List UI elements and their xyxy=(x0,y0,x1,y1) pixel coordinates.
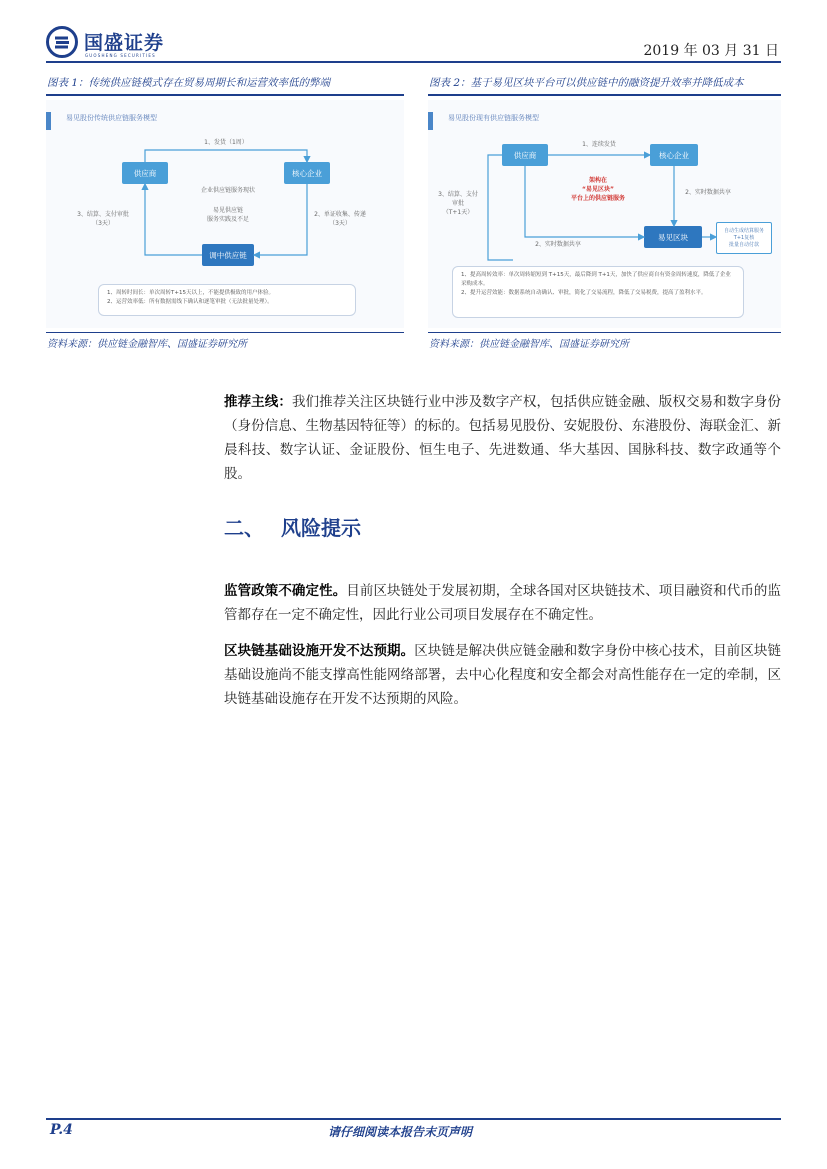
footer-divider xyxy=(46,1118,781,1120)
figure1-note-box: 1、周转时间长：单次周转T+15天以上，不能提供极致的用户体验。 2、运营效率低：所有数据需线下确认和逐笔审批（无法批量处理）。 xyxy=(98,284,356,316)
logo-subtext: GUOSHENG SECURITIES xyxy=(85,53,156,58)
figure1-source: 资料来源：供应链金融智库、国盛证券研究所 xyxy=(47,339,247,350)
section-number: 二、 xyxy=(224,516,264,540)
figure2-bottom-rule xyxy=(428,332,781,333)
figure2-side-box: 自动生成结算服务 T+1复核 批量自动付款 xyxy=(716,222,772,254)
section-title: 风险提示 xyxy=(281,516,361,540)
figure1-arrow-right-label: 2、单证收集、传递 （3天） xyxy=(314,211,366,227)
logo-emblem-icon xyxy=(46,26,78,58)
figure2-arrow-right-label: 2、实时数据共享 xyxy=(685,189,731,196)
figure2-diagram xyxy=(428,100,781,328)
logo xyxy=(46,26,176,60)
logo-text: 国盛证券 xyxy=(84,32,165,54)
figure1-center-label-2: 易见供应链 服务实践及不足 xyxy=(206,207,249,223)
recommendation-paragraph xyxy=(224,390,781,486)
figure2-core-box: 核心企业 xyxy=(650,144,698,166)
figure1-supplier-box: 供应商 xyxy=(122,162,168,184)
report-date: 2019 年 03 月 31 日 xyxy=(643,43,779,59)
figure2-title: 易见股份现有供应链服务模型 xyxy=(448,114,539,122)
risk1-label: 监管政策不确定性。 xyxy=(224,583,347,599)
risk2-label: 区块链基础设施开发不达预期。 xyxy=(224,643,415,659)
figure2-center-label: 架构在 “易见区块” 平台上的供应链服务 xyxy=(570,177,625,202)
figure2-arrow-bottom-label: 2、实时数据共享 xyxy=(535,241,581,248)
figure1-center-label-1: 企业供应链服务现状 xyxy=(200,187,255,194)
figure1-caption: 图表 1：传统供应链模式存在贸易周期长和运营效率低的弊端 xyxy=(47,77,331,89)
risk-paragraph-2 xyxy=(224,639,781,711)
footer-disclaimer: 请仔细阅读本报告末页声明 xyxy=(328,1125,473,1139)
figure2-arrow-left-label: 3、结算、支付 审批 （T+1天） xyxy=(438,191,478,216)
figure2-caption-rule xyxy=(428,94,781,96)
recommendation-text: 我们推荐关注区块链行业中涉及数字产权，包括供应链金融、版权交易和数字身份（身份信息、生物基因特征等）的标的。包括易见股份、安妮股份、东港股份、海联金汇、新晨科技、数字认证、金证股份、恒生电子、先进数通、华大基因、国脉科技、数字政通等个股。 xyxy=(224,394,781,482)
figure2-supplier-box: 供应商 xyxy=(502,144,548,166)
figure2-note-box: 1、提高周转效率：单次周转缩短到 T+15天，最后降到 T+1天，加快了供应商自有资金周转速度，降低了企业采购成本。 2、提升运营效能：数据系统自动确认、审批，简化了交易流程，降低了交易税费，提高了盈利水平。 xyxy=(452,266,744,318)
figure2-caption: 图表 2：基于易见区块平台可以供应链中的融资提升效率并降低成本 xyxy=(429,77,744,89)
figure1-title: 易见股份传统供应链服务模型 xyxy=(66,114,157,122)
figure1-bottom-rule xyxy=(46,332,404,333)
figure1-caption-rule xyxy=(46,94,404,96)
figure2-arrow-top-label: 1、连续发货 xyxy=(582,141,616,148)
figure1-chain-box: 调中供应链 xyxy=(202,244,254,266)
risk1-text: 目前区块链处于发展初期，全球各国对区块链技术、项目融资和代币的监管都存在一定不确定性，因此行业公司项目发展存在不确定性。 xyxy=(224,583,782,623)
figure2-chain-box: 易见区块 xyxy=(644,226,702,248)
figure1-core-box: 核心企业 xyxy=(284,162,330,184)
risk-paragraph-1 xyxy=(224,579,781,627)
header-divider xyxy=(46,61,781,63)
figure1-diagram xyxy=(46,100,404,328)
figure1-arrow-left-label: 3、结算、支付审批 （3天） xyxy=(77,211,129,227)
figure1-arrow-top-label: 1、发货（1周） xyxy=(204,139,248,146)
figure2-source: 资料来源：供应链金融智库、国盛证券研究所 xyxy=(429,339,629,350)
risk2-text: 区块链是解决供应链金融和数字身份中核心技术，目前区块链基础设施尚不能支撑高性能网络部署，去中心化程度和安全都会对高性能存在一定的牵制，区块链基础设施存在开发不达预期的风险。 xyxy=(224,643,782,707)
recommendation-label: 推荐主线： xyxy=(224,394,292,410)
page-number: P.4 xyxy=(50,1122,73,1138)
